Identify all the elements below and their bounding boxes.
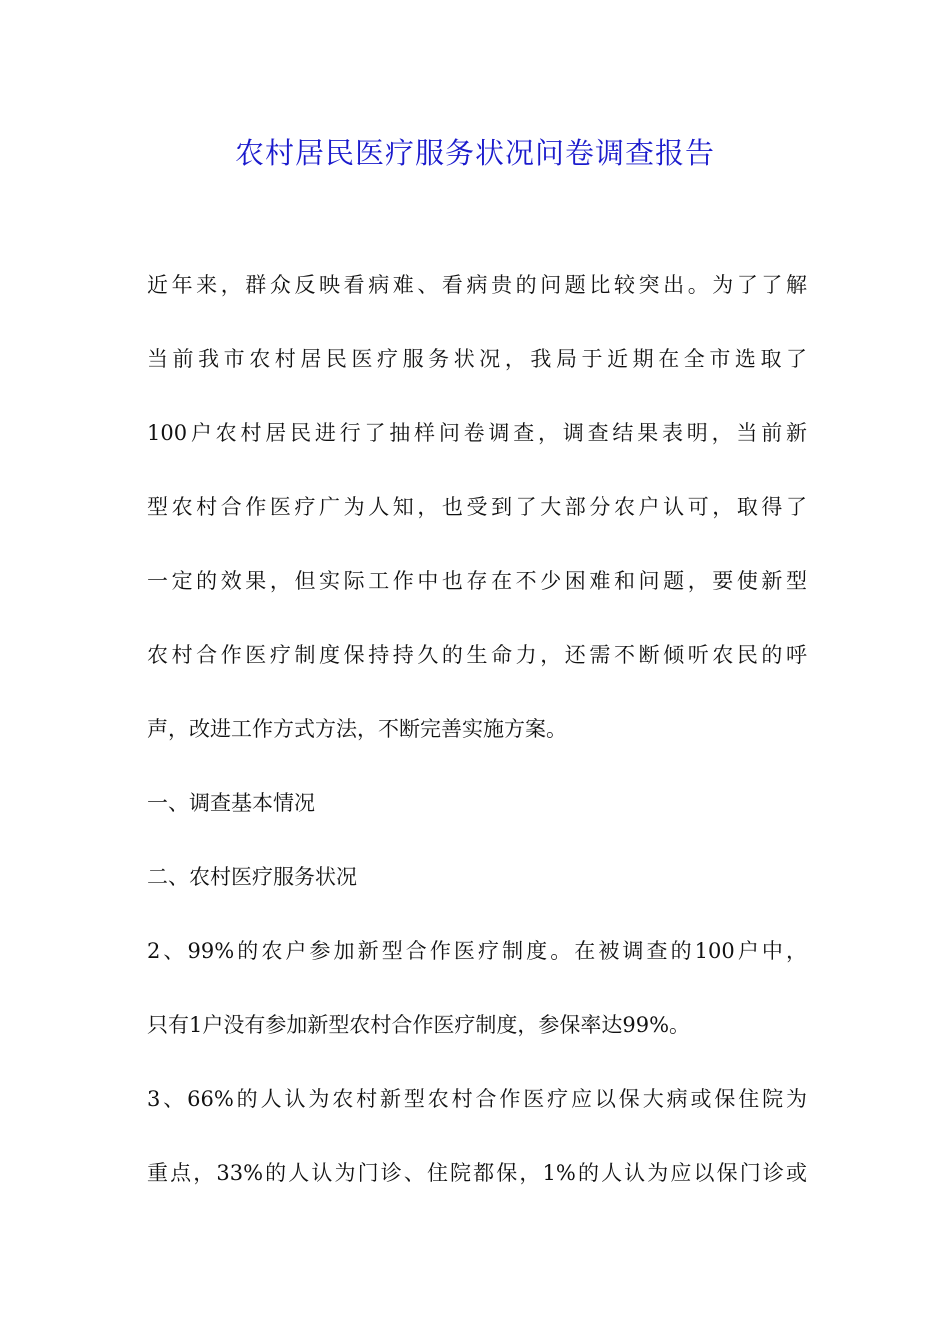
paragraph-line: 一定的效果，但实际工作中也存在不少困难和问题，要使新型 (147, 569, 807, 593)
section-heading: 一、调查基本情况 (147, 791, 315, 815)
paragraph-line: 100户农村居民进行了抽样问卷调查，调查结果表明，当前新 (147, 421, 807, 445)
paragraph-line: 型农村合作医疗广为人知，也受到了大部分农户认可，取得了 (147, 495, 807, 519)
document-body (147, 262, 807, 1224)
paragraph-line: 3、66%的人认为农村新型农村合作医疗应以保大病或保住院为 (147, 1087, 807, 1111)
document-title: 农村居民医疗服务状况问卷调查报告 (234, 136, 715, 170)
paragraph-line: 重点，33%的人认为门诊、住院都保，1%的人认为应以保门诊或 (147, 1161, 807, 1185)
paragraph-line: 声，改进工作方式方法，不断完善实施方案。 (147, 717, 567, 741)
paragraph-line: 农村合作医疗制度保持持久的生命力，还需不断倾听农民的呼 (147, 643, 807, 667)
paragraph-line: 当前我市农村居民医疗服务状况，我局于近期在全市选取了 (147, 347, 807, 371)
section-heading: 二、农村医疗服务状况 (147, 865, 357, 889)
paragraph-line: 只有1户没有参加新型农村合作医疗制度，参保率达99%。 (147, 1013, 691, 1037)
paragraph-line: 近年来，群众反映看病难、看病贵的问题比较突出。为了了解 (147, 273, 807, 297)
paragraph-line: 2、99%的农户参加新型合作医疗制度。在被调查的100户中， (147, 939, 807, 963)
